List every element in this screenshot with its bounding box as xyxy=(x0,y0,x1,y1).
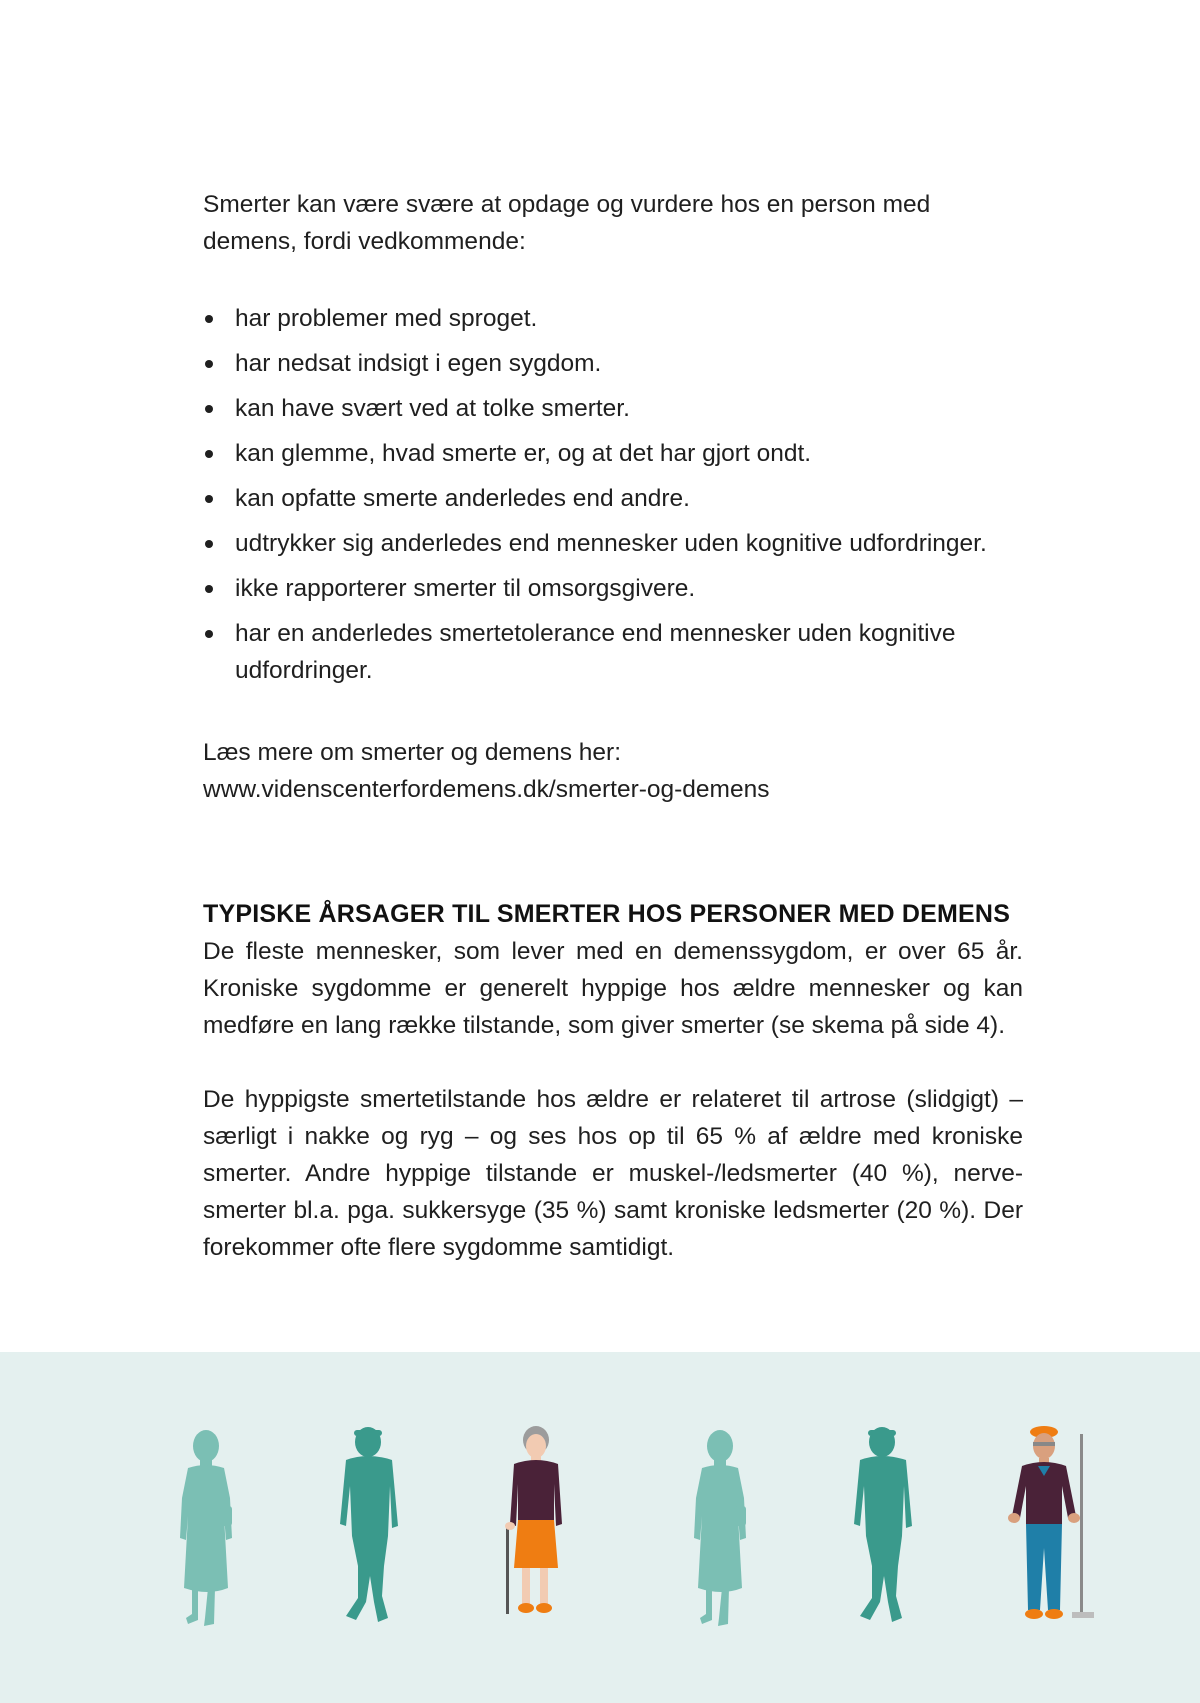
bullet-icon xyxy=(205,450,213,458)
man-silhouette-icon xyxy=(332,1426,408,1626)
illustration-band xyxy=(0,1352,1200,1703)
section-heading: TYPISKE ÅRSAGER TIL SMERTER HOS PERSONER MED DEMENS xyxy=(203,900,1011,928)
list-item xyxy=(203,525,1043,562)
woman-silhouette-icon xyxy=(682,1428,758,1628)
woman-silhouette-icon xyxy=(168,1428,244,1628)
main-content xyxy=(203,186,1023,1261)
list-item xyxy=(203,480,1043,517)
read-more-label: Læs mere om smerter og demens her: xyxy=(203,739,622,766)
list-item-text: udtrykker sig anderledes end mennesker uden kognitive udfordringer. xyxy=(235,530,987,557)
list-item xyxy=(203,345,1043,382)
bullet-icon xyxy=(205,315,213,323)
causes-section xyxy=(203,896,1023,1266)
read-more-block xyxy=(203,734,1023,808)
list-item-text: kan glemme, hvad smerte er, og at det har gjort ondt. xyxy=(235,440,812,467)
reasons-list xyxy=(203,300,1043,697)
section-paragraph-2: De hyppigste smertetilstande hos ældre er relateret til artrose (slidgigt) – særligt i nakke og ryg – og ses hos op til 65 % af ældre med kroniske smerter. Andre hyppige tilstande er muskel-/ledsmerter (40 %), nerve-smerter bl.a. pga. sukkersyge (35 %) samt kroniske ledsmerter (20 %). Der forekommer ofte flere sygdomme samtidigt. xyxy=(203,1086,1023,1261)
list-item-text: har nedsat indsigt i egen sygdom. xyxy=(235,350,602,377)
bullet-icon xyxy=(205,360,213,368)
list-item xyxy=(203,390,1043,427)
bullet-icon xyxy=(205,540,213,548)
list-item xyxy=(203,570,1043,607)
list-item-text: kan have svært ved at tolke smerter. xyxy=(235,395,630,422)
elderly-man-with-rake-icon xyxy=(1004,1424,1096,1628)
list-item-text: har problemer med sproget. xyxy=(235,305,538,332)
list-item xyxy=(203,615,1043,689)
list-item-text: ikke rapporterer smerter til omsorgsgivere. xyxy=(235,575,696,602)
list-item-text: har en anderledes smertetolerance end mennesker uden kognitive udfordringer. xyxy=(235,620,956,684)
bullet-icon xyxy=(205,405,213,413)
man-silhouette-icon xyxy=(846,1426,922,1626)
list-item xyxy=(203,435,1043,472)
bullet-icon xyxy=(205,585,213,593)
read-more-link[interactable]: www.videnscenterfordemens.dk/smerter-og-demens xyxy=(203,776,770,803)
elderly-woman-with-cane-icon xyxy=(494,1424,574,1624)
list-item-text: kan opfatte smerte anderledes end andre. xyxy=(235,485,690,512)
section-paragraph-1: De fleste mennesker, som lever med en demenssygdom, er over 65 år. Kroniske sygdomme er generelt hyppige hos ældre mennesker og kan medføre en lang række tilstande, som giver smerter (se skema på side 4). xyxy=(203,938,1023,1039)
intro-paragraph: Smerter kan være svære at opdage og vurdere hos en person med demens, fordi vedkommende: xyxy=(203,191,931,255)
bullet-icon xyxy=(205,495,213,503)
bullet-icon xyxy=(205,630,213,638)
list-item xyxy=(203,300,1043,337)
